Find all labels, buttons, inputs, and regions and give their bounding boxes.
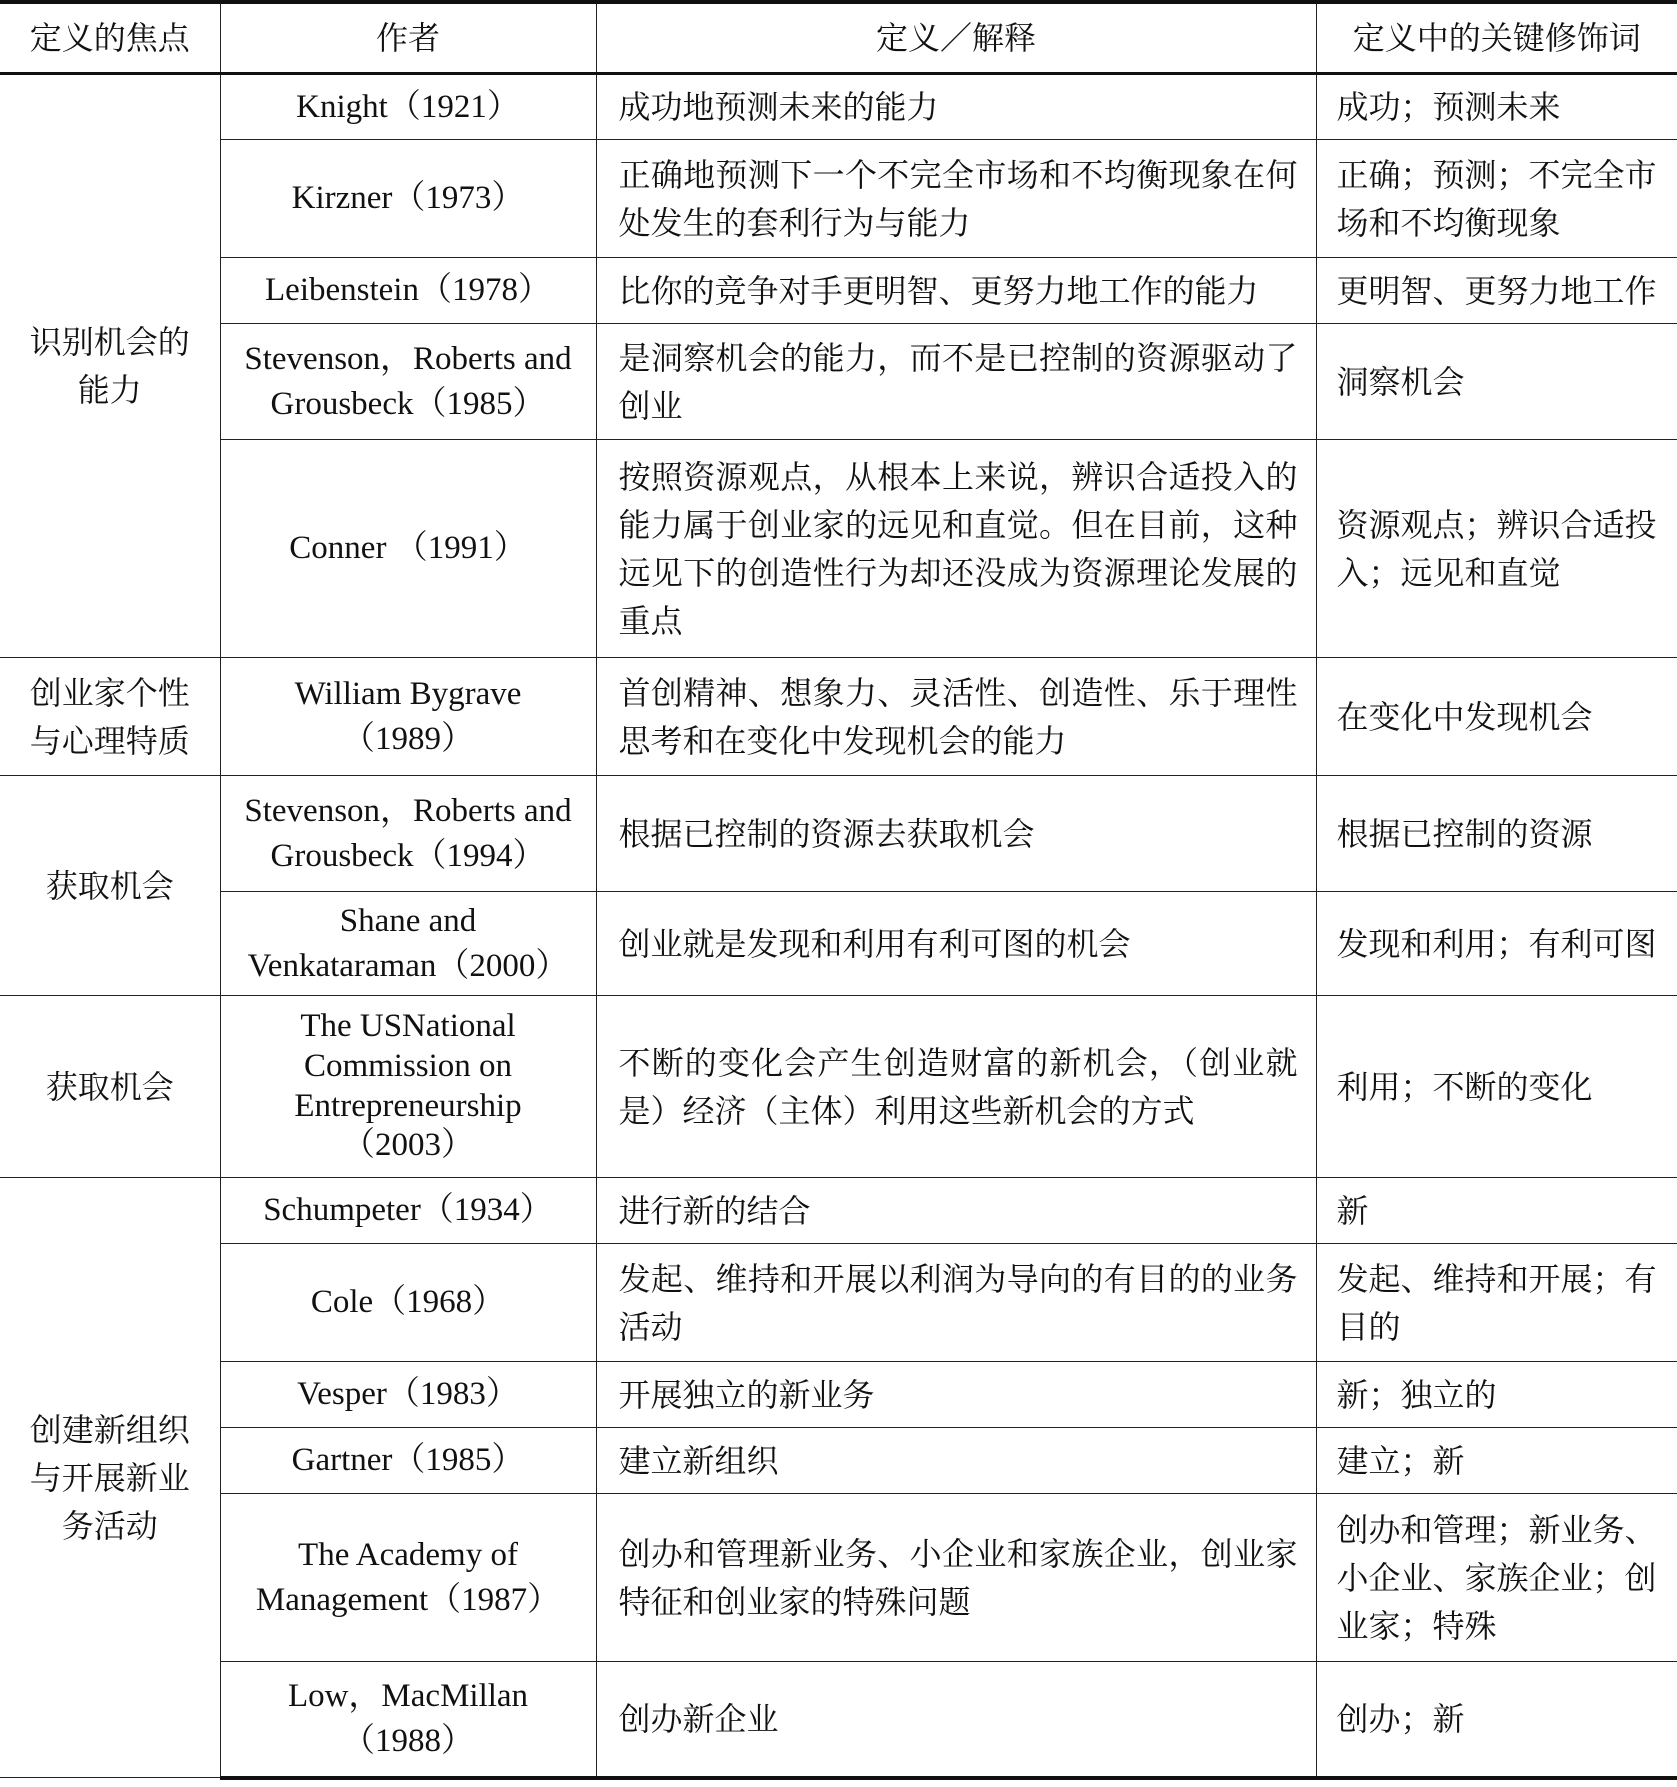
keywords-cell: 创办；新	[1316, 1662, 1677, 1778]
author-cell	[220, 658, 596, 776]
author-cell	[220, 74, 596, 140]
author-line: （1988）	[342, 1722, 474, 1759]
header-keywords: 定义中的关键修饰词	[1316, 2, 1677, 74]
author-line: William Bygrave	[294, 675, 522, 712]
table-row	[0, 996, 1677, 1178]
author-line: Cole（1968）	[310, 1284, 506, 1321]
table-row	[0, 1428, 1677, 1494]
author-line: Grousbeck（1994）	[270, 837, 546, 874]
author-line: Grousbeck（1985）	[270, 385, 546, 422]
definition-cell: 不断的变化会产生创造财富的新机会，（创业就是）经济（主体）利用这些新机会的方式	[596, 996, 1316, 1178]
author-line: Venkataraman（2000）	[247, 947, 569, 984]
keywords-cell: 利用；不断的变化	[1316, 996, 1677, 1178]
definition-cell: 创业就是发现和利用有利可图的机会	[596, 892, 1316, 996]
author-line: Gartner（1985）	[291, 1442, 525, 1479]
definition-cell: 正确地预测下一个不完全市场和不均衡现象在何处发生的套利行为与能力	[596, 140, 1316, 258]
keywords-cell: 在变化中发现机会	[1316, 658, 1677, 776]
definition-cell: 进行新的结合	[596, 1178, 1316, 1244]
table-row	[0, 1178, 1677, 1244]
author-line: Kirzner（1973）	[291, 180, 525, 217]
author-cell	[220, 1428, 596, 1494]
author-line: Entrepreneurship	[294, 1087, 522, 1124]
definition-cell: 根据已控制的资源去获取机会	[596, 776, 1316, 892]
focus-cell: 获取机会	[0, 996, 220, 1178]
definition-cell: 比你的竞争对手更明智、更努力地工作的能力	[596, 258, 1316, 324]
author-line: Schumpeter（1934）	[263, 1192, 553, 1229]
keywords-cell: 正确；预测；不完全市场和不均衡现象	[1316, 140, 1677, 258]
keywords-cell: 成功；预测未来	[1316, 74, 1677, 140]
keywords-cell: 更明智、更努力地工作	[1316, 258, 1677, 324]
focus-cell: 创建新组织与开展新业务活动	[0, 1178, 220, 1778]
header-author: 作者	[220, 2, 596, 74]
author-cell	[220, 996, 596, 1178]
definition-cell: 建立新组织	[596, 1428, 1316, 1494]
definition-cell: 首创精神、想象力、灵活性、创造性、乐于理性思考和在变化中发现机会的能力	[596, 658, 1316, 776]
definition-cell: 按照资源观点，从根本上来说，辨识合适投入的能力属于创业家的远见和直觉。但在目前，这种远见下的创造性行为却还没成为资源理论发展的重点	[596, 440, 1316, 658]
keywords-cell: 根据已控制的资源	[1316, 776, 1677, 892]
focus-cell: 识别机会的能力	[0, 74, 220, 658]
keywords-cell: 新	[1316, 1178, 1677, 1244]
table-row	[0, 1494, 1677, 1662]
author-cell	[220, 776, 596, 892]
author-line: Vesper（1983）	[297, 1376, 519, 1413]
definition-cell: 创办和管理新业务、小企业和家族企业，创业家特征和创业家的特殊问题	[596, 1494, 1316, 1662]
author-cell	[220, 258, 596, 324]
definition-cell: 开展独立的新业务	[596, 1362, 1316, 1428]
author-line: Stevenson，Roberts and	[244, 792, 572, 829]
table-row	[0, 1244, 1677, 1362]
table-row	[0, 258, 1677, 324]
author-line: Conner （1991）	[289, 530, 527, 567]
author-cell	[220, 892, 596, 996]
table-row	[0, 324, 1677, 440]
table-row	[0, 892, 1677, 996]
keywords-cell: 建立；新	[1316, 1428, 1677, 1494]
keywords-cell: 发现和利用；有利可图	[1316, 892, 1677, 996]
table-row	[0, 658, 1677, 776]
author-line: Stevenson，Roberts and	[244, 340, 572, 377]
author-line: （2003）	[342, 1127, 474, 1164]
author-line: Low，MacMillan	[287, 1678, 529, 1715]
author-cell	[220, 140, 596, 258]
definition-cell: 发起、维持和开展以利润为导向的有目的的业务活动	[596, 1244, 1316, 1362]
keywords-cell: 资源观点；辨识合适投入；远见和直觉	[1316, 440, 1677, 658]
author-line: The USNational	[300, 1008, 516, 1045]
author-cell	[220, 1178, 596, 1244]
table-row	[0, 74, 1677, 140]
table-row	[0, 1362, 1677, 1428]
author-line: The Academy of	[298, 1536, 518, 1573]
author-cell	[220, 1244, 596, 1362]
definition-cell: 成功地预测未来的能力	[596, 74, 1316, 140]
keywords-cell: 新；独立的	[1316, 1362, 1677, 1428]
table-row	[0, 440, 1677, 658]
keywords-cell: 创办和管理；新业务、小企业、家族企业；创业家；特殊	[1316, 1494, 1677, 1662]
keywords-cell: 洞察机会	[1316, 324, 1677, 440]
author-cell	[220, 1362, 596, 1428]
focus-cell: 获取机会	[0, 776, 220, 996]
author-line: （1989）	[342, 720, 474, 757]
author-line: Leibenstein（1978）	[265, 272, 551, 309]
table-row	[0, 776, 1677, 892]
definition-cell: 是洞察机会的能力，而不是已控制的资源驱动了创业	[596, 324, 1316, 440]
author-cell	[220, 324, 596, 440]
table-row	[0, 1662, 1677, 1778]
focus-cell: 创业家个性与心理特质	[0, 658, 220, 776]
author-line: Shane and	[339, 902, 477, 939]
header-row	[0, 2, 1677, 74]
author-line: Management（1987）	[255, 1581, 561, 1618]
table-row	[0, 140, 1677, 258]
author-line: Commission on	[303, 1047, 513, 1084]
header-definition: 定义／解释	[596, 2, 1316, 74]
keywords-cell: 发起、维持和开展；有目的	[1316, 1244, 1677, 1362]
author-cell	[220, 1662, 596, 1778]
author-cell	[220, 440, 596, 658]
header-focus: 定义的焦点	[0, 2, 220, 74]
definition-cell: 创办新企业	[596, 1662, 1316, 1778]
author-cell	[220, 1494, 596, 1662]
author-line: Knight（1921）	[296, 88, 520, 125]
